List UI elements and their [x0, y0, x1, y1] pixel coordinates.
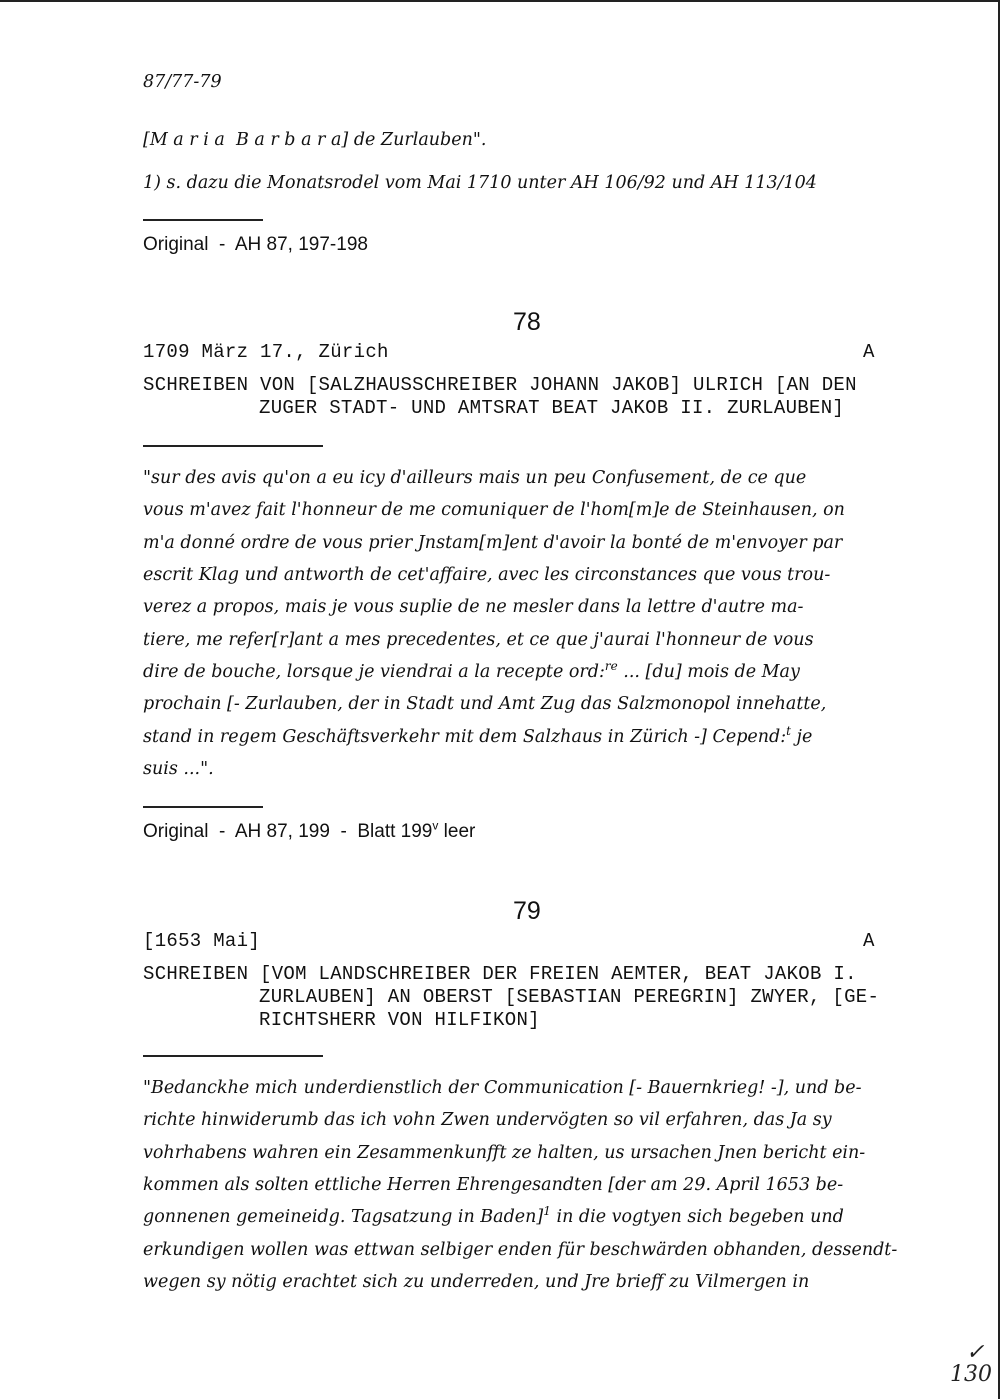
text-segment: ... [du] mois de May: [617, 662, 800, 682]
text-segment: Original - AH 87, 199 - Blatt 199: [143, 821, 433, 842]
text-line: kommen als solten ettliche Herren Ehrengesandten [der am 29. April 1653 be-: [143, 1175, 844, 1195]
text-segment: dire de bouche, lorsque je viendrai a la recepte ord:: [143, 662, 605, 682]
text-line: vous m'avez fait l'honneur de me comuniquer de l'hom[m]e de Steinhausen, on: [143, 500, 845, 520]
handwritten-check-mark: ✓: [966, 1340, 985, 1365]
closing-signature: [143, 130, 486, 150]
text-segment: stand in regem Geschäftsverkehr mit dem Salzhaus in Zürich -] Cepend:: [143, 727, 787, 747]
entry-heading-line: ZURLAUBEN] AN OBERST [SEBASTIAN PEREGRIN] ZWYER, [GE-: [259, 986, 880, 1008]
text-line: richte hinwiderumb das ich vohn Zwen undervögten so vil erfahren, das Ja sy: [143, 1110, 832, 1130]
entry-letter-code: A: [863, 930, 875, 952]
entry-heading-line: ZUGER STADT- UND AMTSRAT BEAT JAKOB II. ZURLAUBEN]: [259, 397, 845, 419]
text-line: suis ...".: [143, 759, 214, 779]
text-line: "sur des avis qu'on a eu icy d'ailleurs mais un peu Confusement, de ce que: [143, 468, 807, 488]
text-segment: leer: [438, 821, 476, 842]
superscript: v: [432, 818, 439, 833]
text-segment: je: [790, 727, 813, 747]
footnote: 1) s. dazu die Monatsrodel vom Mai 1710 unter AH 106/92 und AH 113/104: [143, 173, 817, 193]
original-divider: [143, 806, 263, 808]
footnote-divider: [143, 219, 263, 221]
text-line: erkundigen wollen was ettwan selbiger enden für beschwärden obhanden, dessendt-: [143, 1240, 898, 1260]
superscript: t: [786, 724, 791, 739]
text-line: verez a propos, mais je vous suplie de ne mesler dans la lettre d'autre ma-: [143, 597, 804, 617]
entry-heading-line: SCHREIBEN [VOM LANDSCHREIBER DER FREIEN AEMTER, BEAT JAKOB I.: [143, 963, 857, 985]
entry-heading-line: RICHTSHERR VON HILFIKON]: [259, 1009, 540, 1031]
text-line: m'a donné ordre de vous prier Jnstam[m]ent d'avoir la bonté de m'envoyer par: [143, 533, 843, 553]
text-segment: in die vogtyen sich begeben und: [550, 1207, 844, 1227]
heading-divider: [143, 1055, 323, 1057]
text-segment: gonnenen gemeineidg. Tagsatzung in Baden]: [143, 1207, 544, 1227]
entry-number: 79: [513, 897, 541, 925]
text-line: [143, 1204, 844, 1227]
superscript: re: [604, 659, 618, 674]
entry-date: [1653 Mai]: [143, 930, 261, 952]
text-line: vohrhabens wahren ein Zesammenkunfft ze halten, us ursachen Jnen bericht ein-: [143, 1143, 866, 1163]
signature-rest: de Zurlauben".: [348, 130, 487, 150]
text-line: prochain [- Zurlauben, der in Stadt und Amt Zug das Salzmonopol innehatte,: [143, 694, 827, 714]
text-line: [143, 659, 800, 682]
text-line: wegen sy nötig erachtet sich zu underreden, und Jre brieff zu Vilmergen in: [143, 1272, 810, 1292]
entry-number: 78: [513, 308, 541, 336]
entry-date-place: 1709 März 17., Zürich: [143, 341, 389, 363]
entry-letter-code: A: [863, 341, 875, 363]
text-line: escrit Klag und antworth de cet'affaire, avec les circonstances que vous trou-: [143, 565, 831, 585]
text-line: "Bedanckhe mich underdienstlich der Communication [- Bauernkrieg! -], und be-: [143, 1078, 862, 1098]
heading-divider: [143, 445, 323, 447]
entry-heading-line: SCHREIBEN VON [SALZHAUSSCHREIBER JOHANN JAKOB] ULRICH [AN DEN: [143, 374, 857, 396]
page-reference: 87/77-79: [143, 72, 222, 92]
handwritten-page-number: 130: [950, 1362, 992, 1387]
signature-name: [M a r i a B a r b a r a]: [143, 130, 349, 150]
original-reference: Original - AH 87, 197-198: [143, 234, 368, 255]
superscript: 1: [543, 1204, 551, 1219]
text-line: [143, 724, 813, 747]
text-line: tiere, me refer[r]ant a mes precedentes, et ce que j'aurai l'honneur de vous: [143, 630, 814, 650]
page-edge-top: [0, 0, 1000, 2]
original-reference: [143, 818, 476, 843]
